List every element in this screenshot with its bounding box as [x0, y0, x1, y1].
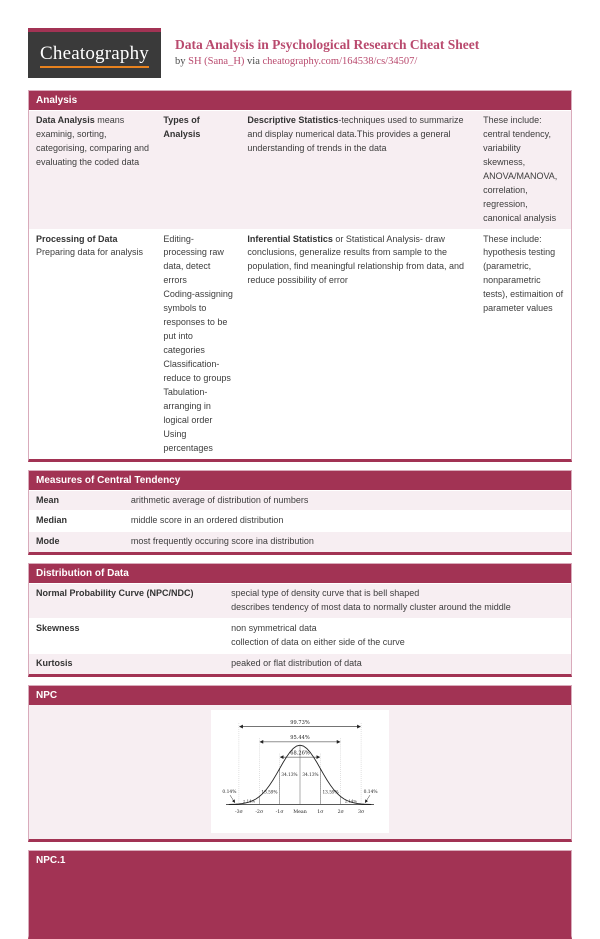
- term-cell: Mean: [36, 494, 60, 505]
- section-central-tendency: [28, 470, 572, 556]
- npc-figure-area: [29, 705, 571, 839]
- segment-label: 13.59%: [322, 789, 339, 795]
- cheatography-logo[interactable]: [28, 28, 161, 78]
- table-row: [29, 583, 571, 618]
- analysis-cell-types: [156, 111, 240, 229]
- list-item: Coding-assigning symbols to responses to be put into categories: [163, 289, 233, 355]
- tick-label: -2σ: [255, 809, 264, 815]
- analysis-cell-processing: [29, 230, 156, 459]
- tick-label: -3σ: [234, 809, 243, 815]
- section-distribution: [28, 563, 572, 677]
- source-link[interactable]: cheatography.com/164538/cs/34507/: [262, 56, 418, 68]
- logo-wordmark: Cheatography: [40, 43, 149, 68]
- page-title: Data Analysis in Psychological Research Cheat Sheet: [175, 37, 480, 52]
- table-row: [29, 531, 571, 552]
- term-cell: Mode: [36, 536, 60, 547]
- segment-label: 34.13%: [281, 772, 298, 778]
- bracket-label-1sigma: 68.26%: [290, 750, 310, 757]
- definition-cell: [224, 584, 571, 618]
- bracket-label-2sigma: 95.44%: [290, 735, 310, 742]
- list-item: Classification-reduce to groups: [163, 358, 231, 383]
- byline-via: via: [247, 56, 260, 68]
- term-bold: Data Analysis: [36, 115, 95, 125]
- table-row: [29, 490, 571, 511]
- list-item: Tabulation-arranging in logical order: [163, 386, 213, 425]
- definition-line: collection of data on either side of the curve: [231, 637, 405, 648]
- term-text: -techniques used to summarize and display numerical data.This provides a general understanding of trends in the data: [247, 115, 464, 153]
- author-link[interactable]: SH (Sana_H): [188, 56, 245, 68]
- tail-arrow: [230, 795, 235, 802]
- analysis-cell-inferential: [240, 230, 476, 459]
- npc-figure: [211, 710, 389, 833]
- section-header-npc1: NPC.1: [29, 851, 571, 870]
- table-row: [29, 618, 571, 653]
- tick-label: 1σ: [317, 809, 324, 815]
- term-bold: Processing of Data: [36, 233, 118, 244]
- section-header-analysis: Analysis: [29, 91, 571, 110]
- analysis-cell-includes: [476, 230, 571, 459]
- tail-label: 0.14%: [363, 790, 378, 796]
- analysis-cell-includes: [476, 111, 571, 229]
- definition-line: describes tendency of most data to normally cluster around the middle: [231, 602, 511, 613]
- tick-label: 2σ: [337, 809, 344, 815]
- page-header: [28, 28, 600, 78]
- term-cell: Normal Probability Curve (NPC/NDC): [36, 588, 194, 599]
- content-column: [28, 90, 572, 939]
- table-row: [29, 653, 571, 674]
- definition-cell: [224, 619, 571, 653]
- term-cell: Kurtosis: [36, 658, 73, 669]
- term-cell: Median: [36, 515, 68, 526]
- section-header-central-tendency: Measures of Central Tendency: [29, 471, 571, 490]
- term-text: or Statistical Analysis- draw conclusions, generalize results from sample to the population, find meaningful relationship from data, and reduce possibility of error: [247, 233, 465, 286]
- segment-label: 34.13%: [302, 772, 319, 778]
- term-text: means examinig, sorting, categorising, comparing and evaluating the coded data: [36, 115, 150, 167]
- segment-label: 2.14%: [242, 798, 256, 804]
- term-text: Preparing data for analysis: [36, 247, 144, 258]
- list-item: Editing-processing raw data, detect errors: [163, 233, 224, 286]
- definition-cell: middle score in an ordered distribution: [130, 515, 284, 526]
- definition-line: special type of density curve that is bell shaped: [231, 588, 420, 599]
- section-analysis: [28, 90, 572, 462]
- term-cell: Skewness: [36, 623, 80, 634]
- table-row: [29, 110, 571, 229]
- table-row: [29, 229, 571, 459]
- term-text: These include: hypothesis testing (parametric, nonparametric tests), estimaition of parameter values: [483, 233, 564, 314]
- term-bold: Descriptive Statistics: [247, 115, 339, 125]
- division-lines: [259, 746, 340, 804]
- segment-label: 2.14%: [344, 798, 358, 804]
- byline: [175, 56, 479, 67]
- definition-line: peaked or flat distribution of data: [231, 658, 362, 669]
- section-header-distribution: Distribution of Data: [29, 564, 571, 583]
- table-row: [29, 510, 571, 531]
- analysis-cell-descriptive: [240, 111, 476, 229]
- analysis-cell-steps: [156, 230, 240, 459]
- tick-label: -1σ: [275, 809, 284, 815]
- list-item: Using percentages: [163, 428, 213, 453]
- bracket-label-3sigma: 99.73%: [290, 719, 310, 726]
- section-header-npc: NPC: [29, 686, 571, 705]
- definition-cell: arithmetic average of distribution of numbers: [130, 494, 309, 505]
- logo-box: [28, 32, 161, 78]
- npc-chart: [216, 713, 384, 825]
- tail-label: 0.14%: [222, 790, 237, 796]
- tick-label: Mean: [293, 809, 307, 815]
- segment-label: 13.59%: [261, 789, 278, 795]
- analysis-cell-definition: [29, 111, 156, 229]
- tail-arrow: [365, 795, 370, 802]
- section-npc1: [28, 850, 572, 939]
- title-block: [175, 28, 479, 67]
- definition-cell: [224, 654, 571, 674]
- tick-label: 3σ: [357, 809, 365, 815]
- npc1-placeholder-block: [29, 870, 571, 936]
- term-bold: Inferential Statistics: [247, 233, 333, 244]
- cheat-sheet-page: [0, 28, 600, 877]
- definition-line: non symmetrical data: [231, 623, 317, 634]
- definition-cell: most frequently occuring score ina distribution: [130, 536, 314, 547]
- term-bold: Types of Analysis: [163, 115, 201, 139]
- byline-by: by: [175, 56, 186, 68]
- term-text: These include: central tendency, variability skewness, ANOVA/MANOVA, correlation, regression, canonical analysis: [483, 115, 558, 223]
- section-npc: [28, 685, 572, 842]
